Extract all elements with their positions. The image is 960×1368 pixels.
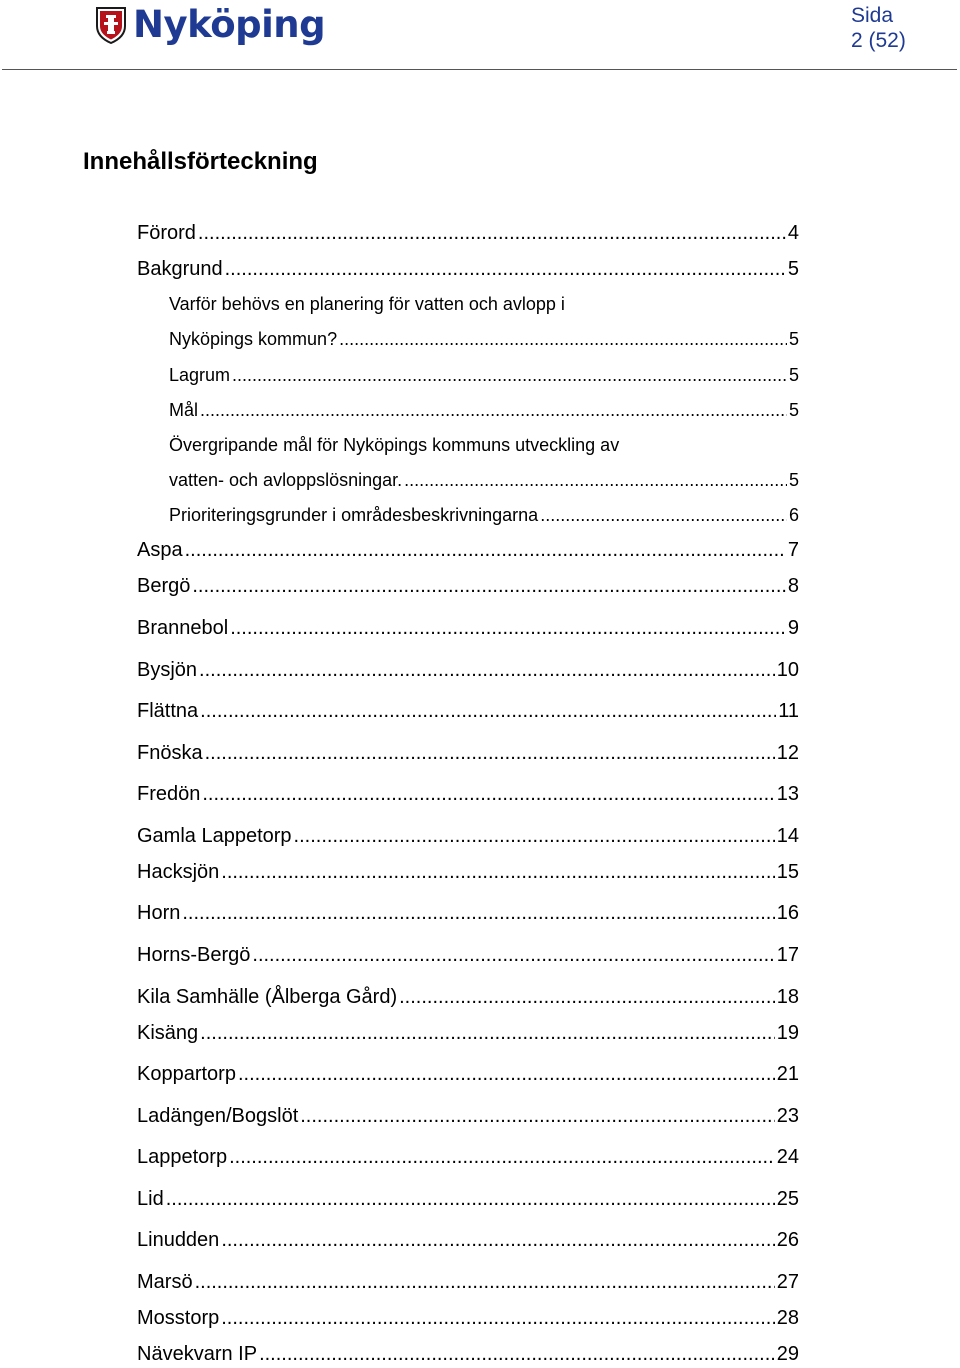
toc-entry[interactable]	[137, 221, 799, 245]
toc-entry-page: 26	[776, 1229, 799, 1251]
toc-leader	[229, 1145, 775, 1169]
toc-entry-page: 4	[787, 222, 799, 244]
toc-leader	[199, 658, 775, 682]
toc-leader	[259, 1342, 775, 1366]
toc-entry[interactable]	[137, 901, 799, 925]
toc-leader	[205, 741, 775, 765]
toc-entry-label: Marsö	[137, 1271, 193, 1293]
toc-leader	[192, 574, 786, 598]
toc-entry[interactable]	[137, 574, 799, 598]
toc-leader	[230, 616, 786, 640]
toc-entry-page: 16	[776, 902, 799, 924]
toc-leader	[200, 399, 787, 421]
toc-entry-label: Prioriteringsgrunder i områdesbeskrivningarna	[169, 505, 539, 525]
toc-entry[interactable]	[169, 504, 799, 526]
toc-entry-label: Flättna	[137, 700, 199, 722]
page-label: Sida	[851, 4, 894, 27]
toc-entry-label: Linudden	[137, 1229, 220, 1251]
toc-entry-page: 15	[776, 861, 799, 883]
toc-entry[interactable]	[137, 257, 799, 281]
toc-entry-page: 19	[776, 1022, 799, 1044]
toc-leader	[221, 1228, 774, 1252]
toc-entry[interactable]	[137, 985, 799, 1009]
toc-leader	[200, 1021, 775, 1045]
toc-entry-label: Lid	[137, 1188, 164, 1210]
toc-entry-label: Hacksjön	[137, 861, 220, 883]
toc-entry[interactable]	[137, 741, 799, 765]
toc-entry[interactable]	[137, 824, 799, 848]
toc-entry-page: 23	[776, 1105, 799, 1127]
toc-entry-page: 13	[776, 783, 799, 805]
toc-leader	[202, 782, 774, 806]
toc-entry-page: 11	[778, 700, 799, 722]
toc-entry-page: 28	[776, 1307, 799, 1329]
toc-leader	[221, 860, 774, 884]
toc-leader	[225, 257, 786, 281]
toc-entry[interactable]	[137, 860, 799, 884]
toc-entry[interactable]	[137, 1306, 799, 1330]
page-number: 2 (52)	[851, 29, 906, 52]
toc-leader	[232, 364, 787, 386]
toc-entry-label: Bakgrund	[137, 258, 223, 280]
toc-entry[interactable]	[169, 364, 799, 386]
toc-entry[interactable]	[137, 1342, 799, 1366]
toc-entry-label: Bysjön	[137, 659, 198, 681]
toc-leader	[300, 1104, 775, 1128]
toc-entry-label: Fnöska	[137, 742, 203, 764]
toc-entry[interactable]	[169, 469, 799, 491]
toc-entry-label: Ladängen/Bogslöt	[137, 1105, 299, 1127]
toc-entry-page: 17	[776, 944, 799, 966]
toc-entry-label: Horns-Bergö	[137, 944, 251, 966]
toc-leader	[166, 1187, 775, 1211]
toc-entry-label: Kisäng	[137, 1022, 199, 1044]
toc-entry-page: 5	[787, 258, 799, 280]
toc-entry-label: Koppartorp	[137, 1063, 236, 1085]
page-indicator	[851, 3, 906, 53]
toc-entry[interactable]	[137, 616, 799, 640]
page-header	[0, 0, 960, 70]
toc-entry-label: vatten- och avloppslösningar.	[169, 470, 403, 490]
toc-entry-label: Lagrum	[169, 365, 231, 385]
header-divider	[2, 69, 957, 70]
toc-entry-label: Gamla Lappetorp	[137, 825, 292, 847]
toc-leader	[404, 469, 787, 491]
toc-entry[interactable]	[137, 538, 799, 562]
toc-entry-page: 8	[787, 575, 799, 597]
toc-title: Innehållsförteckning	[83, 148, 318, 175]
toc-entry[interactable]	[137, 1270, 799, 1294]
toc-entry[interactable]	[137, 1021, 799, 1045]
toc-leader	[339, 328, 787, 350]
toc-entry-page: 7	[787, 539, 799, 561]
toc-entry-page: 5	[788, 329, 799, 349]
toc-entry-page: 5	[788, 470, 799, 490]
toc-leader	[294, 824, 775, 848]
toc-entry[interactable]	[137, 1187, 799, 1211]
logo-wordmark: Nyköping	[133, 3, 326, 46]
toc-entry-label: Nävekvarn IP	[137, 1343, 258, 1365]
municipality-logo	[95, 4, 325, 46]
toc-entry-page: 6	[788, 505, 799, 525]
toc-entry-page: 12	[776, 742, 799, 764]
toc-leader	[195, 1270, 775, 1294]
toc-entry-page: 27	[776, 1271, 799, 1293]
toc-entry-label: Horn	[137, 902, 181, 924]
toc-entry-label: Bergö	[137, 575, 191, 597]
toc-leader	[221, 1306, 775, 1330]
toc-entry-label: Fredön	[137, 783, 201, 805]
toc-entry-page: 24	[776, 1146, 799, 1168]
municipal-crest-icon	[95, 6, 127, 44]
toc-entry[interactable]	[137, 1104, 799, 1128]
toc-leader	[198, 221, 786, 245]
toc-entry-label: Mål	[169, 400, 199, 420]
toc-entry-page: 5	[788, 365, 799, 385]
toc-leader	[238, 1062, 775, 1086]
toc-entry-label: Aspa	[137, 539, 183, 561]
toc-entry[interactable]	[137, 699, 799, 723]
toc-entry-label: Nyköpings kommun?	[169, 329, 338, 349]
toc-entry[interactable]	[137, 1228, 799, 1252]
toc-entry-page: 9	[787, 617, 799, 639]
toc-entry[interactable]	[169, 328, 799, 350]
toc-entry-page: 5	[788, 400, 799, 420]
toc-entry[interactable]	[137, 782, 799, 806]
toc-entry-page: 25	[776, 1188, 799, 1210]
toc-leader	[200, 699, 776, 723]
toc-leader	[540, 504, 787, 526]
toc-entry-page: 10	[776, 659, 799, 681]
toc-entry-label: Lappetorp	[137, 1146, 228, 1168]
toc-entry[interactable]	[137, 1062, 799, 1086]
toc-leader	[185, 538, 786, 562]
toc-entry-label-line[interactable]: Övergripande mål för Nyköpings kommuns utveckling av	[169, 435, 620, 455]
toc-entry-label: Förord	[137, 222, 196, 244]
toc-entry-page: 14	[776, 825, 799, 847]
toc-leader	[252, 943, 774, 967]
toc-entry-page: 18	[776, 986, 799, 1008]
toc-leader	[399, 985, 775, 1009]
toc-entry-page: 21	[776, 1063, 799, 1085]
toc-entry-label: Brannebol	[137, 617, 229, 639]
toc-entry-page: 29	[776, 1343, 799, 1365]
toc-entry[interactable]	[137, 943, 799, 967]
toc-entry-label: Mosstorp	[137, 1307, 220, 1329]
toc-entry[interactable]	[169, 399, 799, 421]
toc-leader	[182, 901, 774, 925]
toc-entry-label: Kila Samhälle (Ålberga Gård)	[137, 986, 398, 1008]
toc-entry[interactable]	[137, 1145, 799, 1169]
toc-entry[interactable]	[137, 658, 799, 682]
toc-entry-label-line[interactable]: Varför behövs en planering för vatten och avlopp i	[169, 294, 565, 314]
